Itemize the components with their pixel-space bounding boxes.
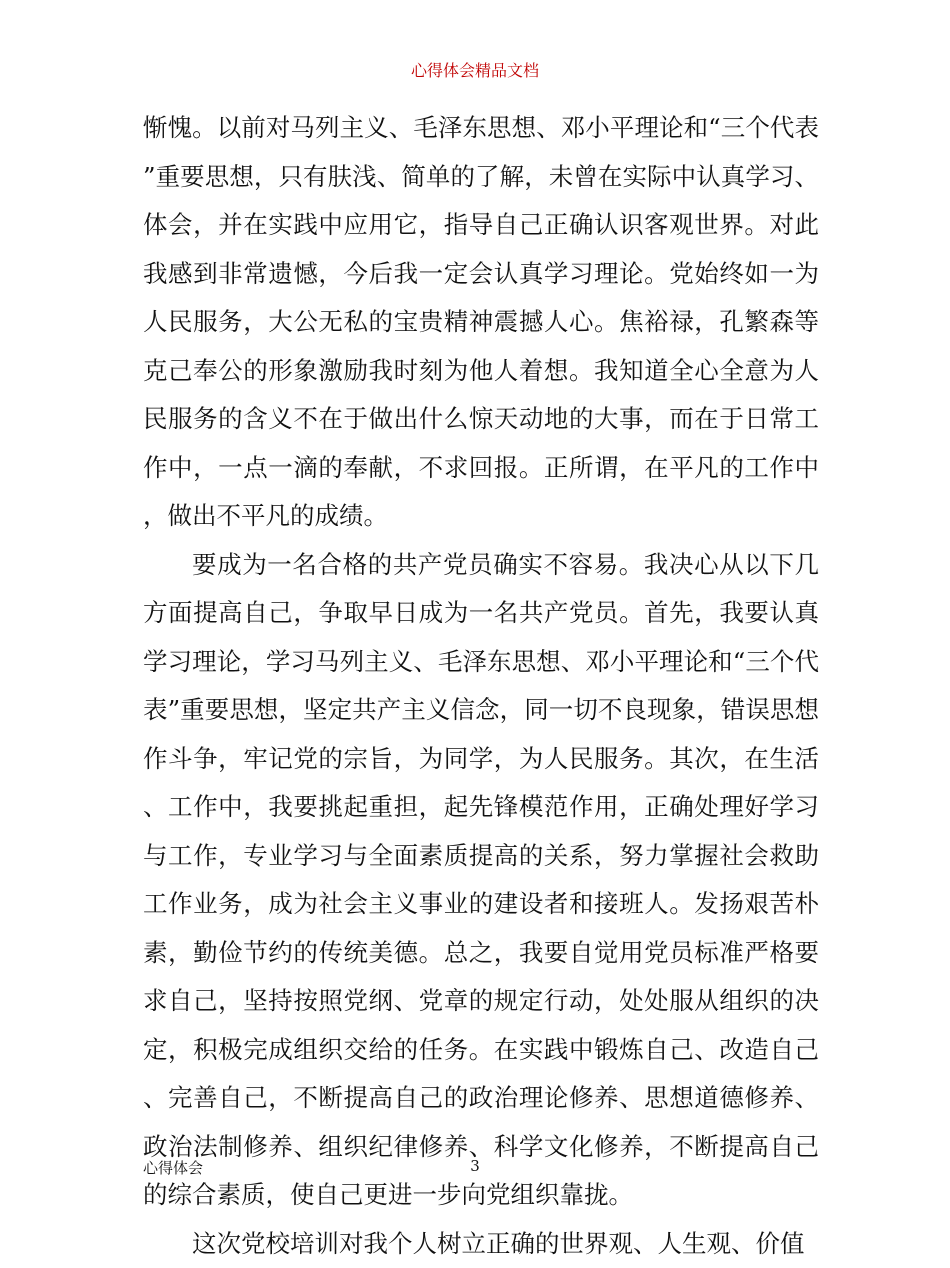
document-body xyxy=(143,104,819,1268)
footer-label: 心得体会 xyxy=(143,1157,203,1178)
document-header-title: 心得体会精品文档 xyxy=(0,58,950,81)
paragraph-continued: 惭愧。以前对马列主义、毛泽东思想、邓小平理论和“三个代表”重要思想，只有肤浅、简单的了解，未曾在实际中认真学习、体会，并在实践中应用它，指导自己正确认识客观世界。对此我感到非常遗憾，今后我一定会认真学习理论。党始终如一为人民服务，大公无私的宝贵精神震撼人心。焦裕禄，孔繁森等克己奉公的形象激励我时刻为他人着想。我知道全心全意为人民服务的含义不在于做出什么惊天动地的大事，而在于日常工作中，一点一滴的奉献，不求回报。正所谓，在平凡的工作中，做出不平凡的成绩。 xyxy=(143,104,819,541)
paragraph-resolution: 要成为一名合格的共产党员确实不容易。我决心从以下几方面提高自己，争取早日成为一名共产党员。首先，我要认真学习理论，学习马列主义、毛泽东思想、邓小平理论和“三个代表”重要思想，坚定共产主义信念，同一切不良现象，错误思想作斗争，牢记党的宗旨，为同学，为人民服务。其次，在生活、工作中，我要挑起重担，起先锋模范作用，正确处理好学习与工作，专业学习与全面素质提高的关系，努力掌握社会救助工作业务，成为社会主义事业的建设者和接班人。发扬艰苦朴素，勤俭节约的传统美德。总之，我要自觉用党员标准严格要求自己，坚持按照党纲、党章的规定行动，处处服从组织的决定，积极完成组织交给的任务。在实践中锻炼自己、改造自己、完善自己，不断提高自己的政治理论修养、思想道德修养、政治法制修养、组织纪律修养、科学文化修养，不断提高自己的综合素质，使自己更进一步向党组织靠拢。 xyxy=(143,541,819,1220)
page-number: 3 xyxy=(465,1157,485,1175)
paragraph-training: 这次党校培训对我个人树立正确的世界观、人生观、价值 xyxy=(143,1220,819,1268)
